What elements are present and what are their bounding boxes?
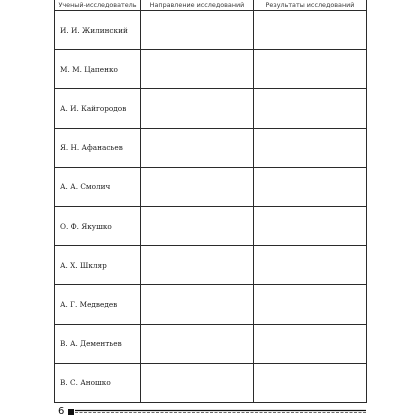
table-row: [55, 246, 367, 285]
column-header-scientist: Ученый-исследователь: [55, 0, 141, 11]
scientist-name: А. Х. Шкляр: [55, 246, 141, 285]
table-header-row: [55, 0, 367, 11]
research-direction-cell[interactable]: [141, 11, 254, 50]
research-direction-cell[interactable]: [141, 324, 254, 363]
table-row: [55, 206, 367, 245]
column-header-research-results: Результаты исследований: [254, 0, 367, 11]
research-results-cell[interactable]: [254, 128, 367, 167]
research-results-cell[interactable]: [254, 167, 367, 206]
research-direction-cell[interactable]: [141, 285, 254, 324]
research-direction-cell[interactable]: [141, 89, 254, 128]
table-row: [55, 285, 367, 324]
research-results-cell[interactable]: [254, 363, 367, 402]
research-direction-cell[interactable]: [141, 363, 254, 402]
page-number: 6: [58, 406, 65, 417]
scientist-name: М. М. Цапенко: [55, 50, 141, 89]
research-results-cell[interactable]: [254, 11, 367, 50]
scientist-name: А. Г. Медведев: [55, 285, 141, 324]
table-row: [55, 50, 367, 89]
table-row: [55, 128, 367, 167]
table-row: [55, 363, 367, 402]
column-header-research-direction: Направление исследований: [141, 0, 254, 11]
research-direction-cell[interactable]: [141, 206, 254, 245]
research-direction-cell[interactable]: [141, 128, 254, 167]
scientist-name: И. И. Жилинский: [55, 11, 141, 50]
table-row: [55, 324, 367, 363]
research-results-cell[interactable]: [254, 324, 367, 363]
scientist-name: В. С. Аношко: [55, 363, 141, 402]
worksheet: [54, 0, 366, 403]
research-table: [54, 0, 367, 403]
research-results-cell[interactable]: [254, 206, 367, 245]
footer-rule-ornament: [68, 409, 366, 415]
table-row: [55, 11, 367, 50]
scientist-name: О. Ф. Якушко: [55, 206, 141, 245]
table-row: [55, 89, 367, 128]
table-row: [55, 167, 367, 206]
research-direction-cell[interactable]: [141, 167, 254, 206]
scientist-name: Я. Н. Афанасьев: [55, 128, 141, 167]
research-results-cell[interactable]: [254, 285, 367, 324]
research-direction-cell[interactable]: [141, 246, 254, 285]
research-direction-cell[interactable]: [141, 50, 254, 89]
page-footer: [54, 404, 366, 420]
research-results-cell[interactable]: [254, 246, 367, 285]
research-results-cell[interactable]: [254, 50, 367, 89]
scientist-name: В. А. Дементьев: [55, 324, 141, 363]
scientist-name: А. И. Кайгородов: [55, 89, 141, 128]
research-results-cell[interactable]: [254, 89, 367, 128]
scientist-name: А. А. Смолич: [55, 167, 141, 206]
